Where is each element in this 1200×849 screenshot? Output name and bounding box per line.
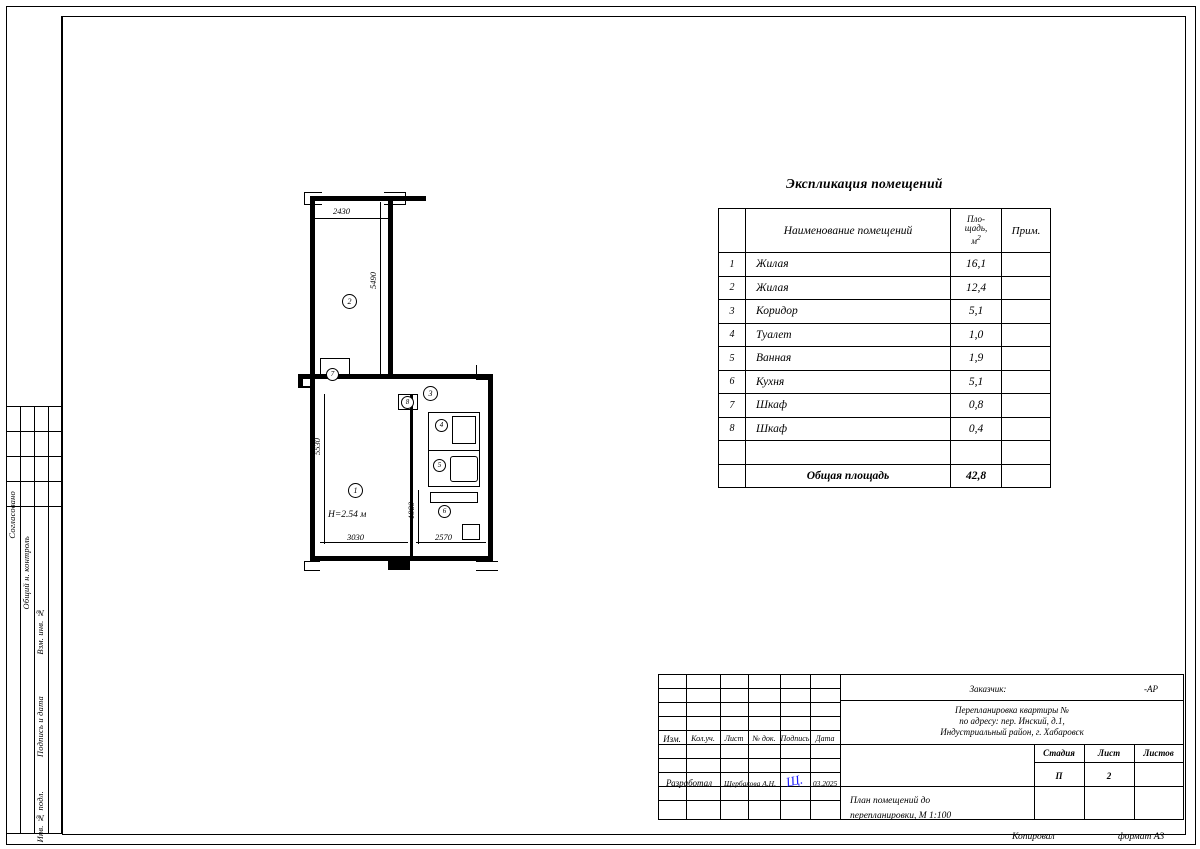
wall-top-upper xyxy=(310,196,426,201)
dimension-line-bottom-right xyxy=(416,542,486,543)
bath-tub-fixture xyxy=(450,456,478,482)
room-marker-8: 8 xyxy=(401,396,414,409)
role-label: Разработал xyxy=(665,778,713,788)
row-area: 0,4 xyxy=(951,417,1002,441)
dimension-bottom-left-label: 3030 xyxy=(347,532,364,542)
table-header-row xyxy=(719,209,1051,253)
window-bottom-left xyxy=(304,561,320,562)
room-marker-4: 4 xyxy=(435,419,448,432)
row-num: 4 xyxy=(719,323,746,347)
room-marker-2: 2 xyxy=(342,294,357,309)
room-marker-5: 5 xyxy=(433,459,446,472)
row-num: 5 xyxy=(719,347,746,371)
dimension-left-lower-label: 5530 xyxy=(312,438,322,455)
row-name: Ванная xyxy=(746,347,951,371)
wall-left-upper xyxy=(310,196,315,388)
signature-mark: Щ. xyxy=(784,771,805,790)
wall-left-step xyxy=(298,386,315,388)
row-note xyxy=(1002,276,1051,300)
copied-note: Копировал xyxy=(1012,832,1055,842)
row-name: Жилая xyxy=(746,253,951,277)
margin-label-inv-podl: Инв. № подл. xyxy=(35,791,45,843)
rev-header-list: Лист xyxy=(724,734,744,743)
dimension-line-bottom-left xyxy=(320,542,408,543)
table-row xyxy=(719,323,1051,347)
row-area: 16,1 xyxy=(951,253,1002,277)
stage-header-stadia: Стадия xyxy=(1043,748,1075,758)
window-top-right-2 xyxy=(384,204,406,205)
signature-date: 03.2025 xyxy=(812,779,838,788)
wall-right-lower xyxy=(488,379,493,561)
table-row xyxy=(719,417,1051,441)
window-top-left-3 xyxy=(304,192,305,205)
room-marker-1: 1 xyxy=(348,483,363,498)
row-area: 0,8 xyxy=(951,394,1002,418)
table-total-row xyxy=(719,464,1051,488)
window-top-right-3 xyxy=(405,192,406,205)
margin-label-control: Общий н. контроль xyxy=(21,536,31,610)
window-bottom-right xyxy=(476,561,498,562)
window-top-left xyxy=(304,192,322,193)
margin-label-signature-date: Подпись и дата xyxy=(35,696,45,758)
stage-value-list: 2 xyxy=(1106,771,1112,781)
table-row xyxy=(719,253,1051,277)
row-note xyxy=(1002,300,1051,324)
ceiling-height-note: Н=2.54 м xyxy=(328,510,367,520)
rev-header-doc: № док. xyxy=(752,734,776,743)
room-marker-7: 7 xyxy=(326,368,339,381)
rev-header-date: Дата xyxy=(815,734,835,743)
header-name: Наименование помещений xyxy=(746,209,951,253)
row-area: 1,9 xyxy=(951,347,1002,371)
total-label: Общая площадь xyxy=(746,464,951,488)
row-num: 2 xyxy=(719,276,746,300)
door-entry-icon xyxy=(476,365,491,380)
table-row xyxy=(719,394,1051,418)
row-area: 12,4 xyxy=(951,276,1002,300)
row-num: 1 xyxy=(719,253,746,277)
window-bottom-right-2 xyxy=(476,570,498,571)
bath-divider xyxy=(428,450,480,451)
total-area: 42,8 xyxy=(951,464,1002,488)
room-marker-6: 6 xyxy=(438,505,451,518)
margin-label-inv: Взм. инв. № xyxy=(35,608,45,655)
row-name: Кухня xyxy=(746,370,951,394)
row-name: Шкаф xyxy=(746,394,951,418)
row-num: 6 xyxy=(719,370,746,394)
explication-table xyxy=(718,208,1051,488)
person-name: Щербакова А.Н. xyxy=(724,779,776,788)
left-margin-stamp xyxy=(6,16,62,843)
stage-value-stadia: П xyxy=(1055,771,1063,781)
window-top-left-2 xyxy=(304,204,322,205)
stage-header-listov: Листов xyxy=(1143,748,1174,758)
bath-box-outline-bottom xyxy=(428,486,480,487)
row-name: Туалет xyxy=(746,323,951,347)
stage-header-list: Лист xyxy=(1097,748,1121,758)
dimension-inner-vertical-label: 1980 xyxy=(406,502,416,519)
wall-right-upper xyxy=(388,196,393,374)
table-row xyxy=(719,276,1051,300)
row-area: 1,0 xyxy=(951,323,1002,347)
dimension-top-label: 2430 xyxy=(333,206,350,216)
row-note xyxy=(1002,370,1051,394)
header-area: Пло- щадь, $м^2$ xyxy=(951,209,1002,253)
room-marker-3: 3 xyxy=(423,386,438,401)
rev-header-kol: Кол.уч. xyxy=(691,734,715,743)
row-note xyxy=(1002,417,1051,441)
dimension-line-left-upper xyxy=(380,202,381,374)
drawing-title-line-2: перепланировки, М 1:100 xyxy=(850,811,952,821)
total-note xyxy=(1002,464,1051,488)
balcony-block xyxy=(388,556,410,570)
row-num: 7 xyxy=(719,394,746,418)
margin-label-soglasovano: Согласовано xyxy=(7,491,17,539)
format-note: формат А3 xyxy=(1118,832,1165,842)
row-note xyxy=(1002,394,1051,418)
floor-plan xyxy=(280,180,530,580)
row-name: Коридор xyxy=(746,300,951,324)
dimension-line-top xyxy=(315,218,390,219)
project-line-3: Индустриальный район, г. Хабаровск xyxy=(940,727,1084,737)
explication-title: Экспликация помещений xyxy=(786,176,943,191)
rev-header-izm: Изм. xyxy=(663,734,681,744)
project-line-1: Перепланировка квартиры № xyxy=(955,705,1069,715)
customer-label: Заказчик: xyxy=(969,684,1007,694)
row-area: 5,1 xyxy=(951,370,1002,394)
table-row xyxy=(719,370,1051,394)
dimension-line-inner-vertical xyxy=(418,490,419,544)
project-line-2: по адресу: пер. Инский, д.1, xyxy=(959,716,1065,726)
toilet-fixture xyxy=(452,416,476,444)
table-row-spacer xyxy=(719,441,1051,465)
header-note: Прим. xyxy=(1002,209,1051,253)
title-block xyxy=(658,674,1184,820)
table-row xyxy=(719,347,1051,371)
row-num: 8 xyxy=(719,417,746,441)
window-bottom-left-2 xyxy=(304,570,320,571)
row-name: Жилая xyxy=(746,276,951,300)
header-num xyxy=(719,209,746,253)
mark-code: -АР xyxy=(1144,684,1158,694)
row-note xyxy=(1002,347,1051,371)
dimension-line-left-lower xyxy=(324,394,325,544)
window-bottom-left-3 xyxy=(304,561,305,571)
stove-fixture xyxy=(462,524,480,540)
drawing-title-line-1: План помещений до xyxy=(850,796,931,806)
dimension-bottom-right-label: 2570 xyxy=(435,532,452,542)
bath-box-outline-top xyxy=(428,412,480,413)
row-note xyxy=(1002,323,1051,347)
dimension-left-upper-label: 5490 xyxy=(368,272,378,289)
rev-header-signature: Подпись xyxy=(780,734,810,743)
row-note xyxy=(1002,253,1051,277)
row-num: 3 xyxy=(719,300,746,324)
row-area: 5,1 xyxy=(951,300,1002,324)
row-name: Шкаф xyxy=(746,417,951,441)
window-top-right xyxy=(384,192,406,193)
kitchen-counter xyxy=(430,492,478,503)
wall-left-lower xyxy=(310,388,315,556)
table-row xyxy=(719,300,1051,324)
